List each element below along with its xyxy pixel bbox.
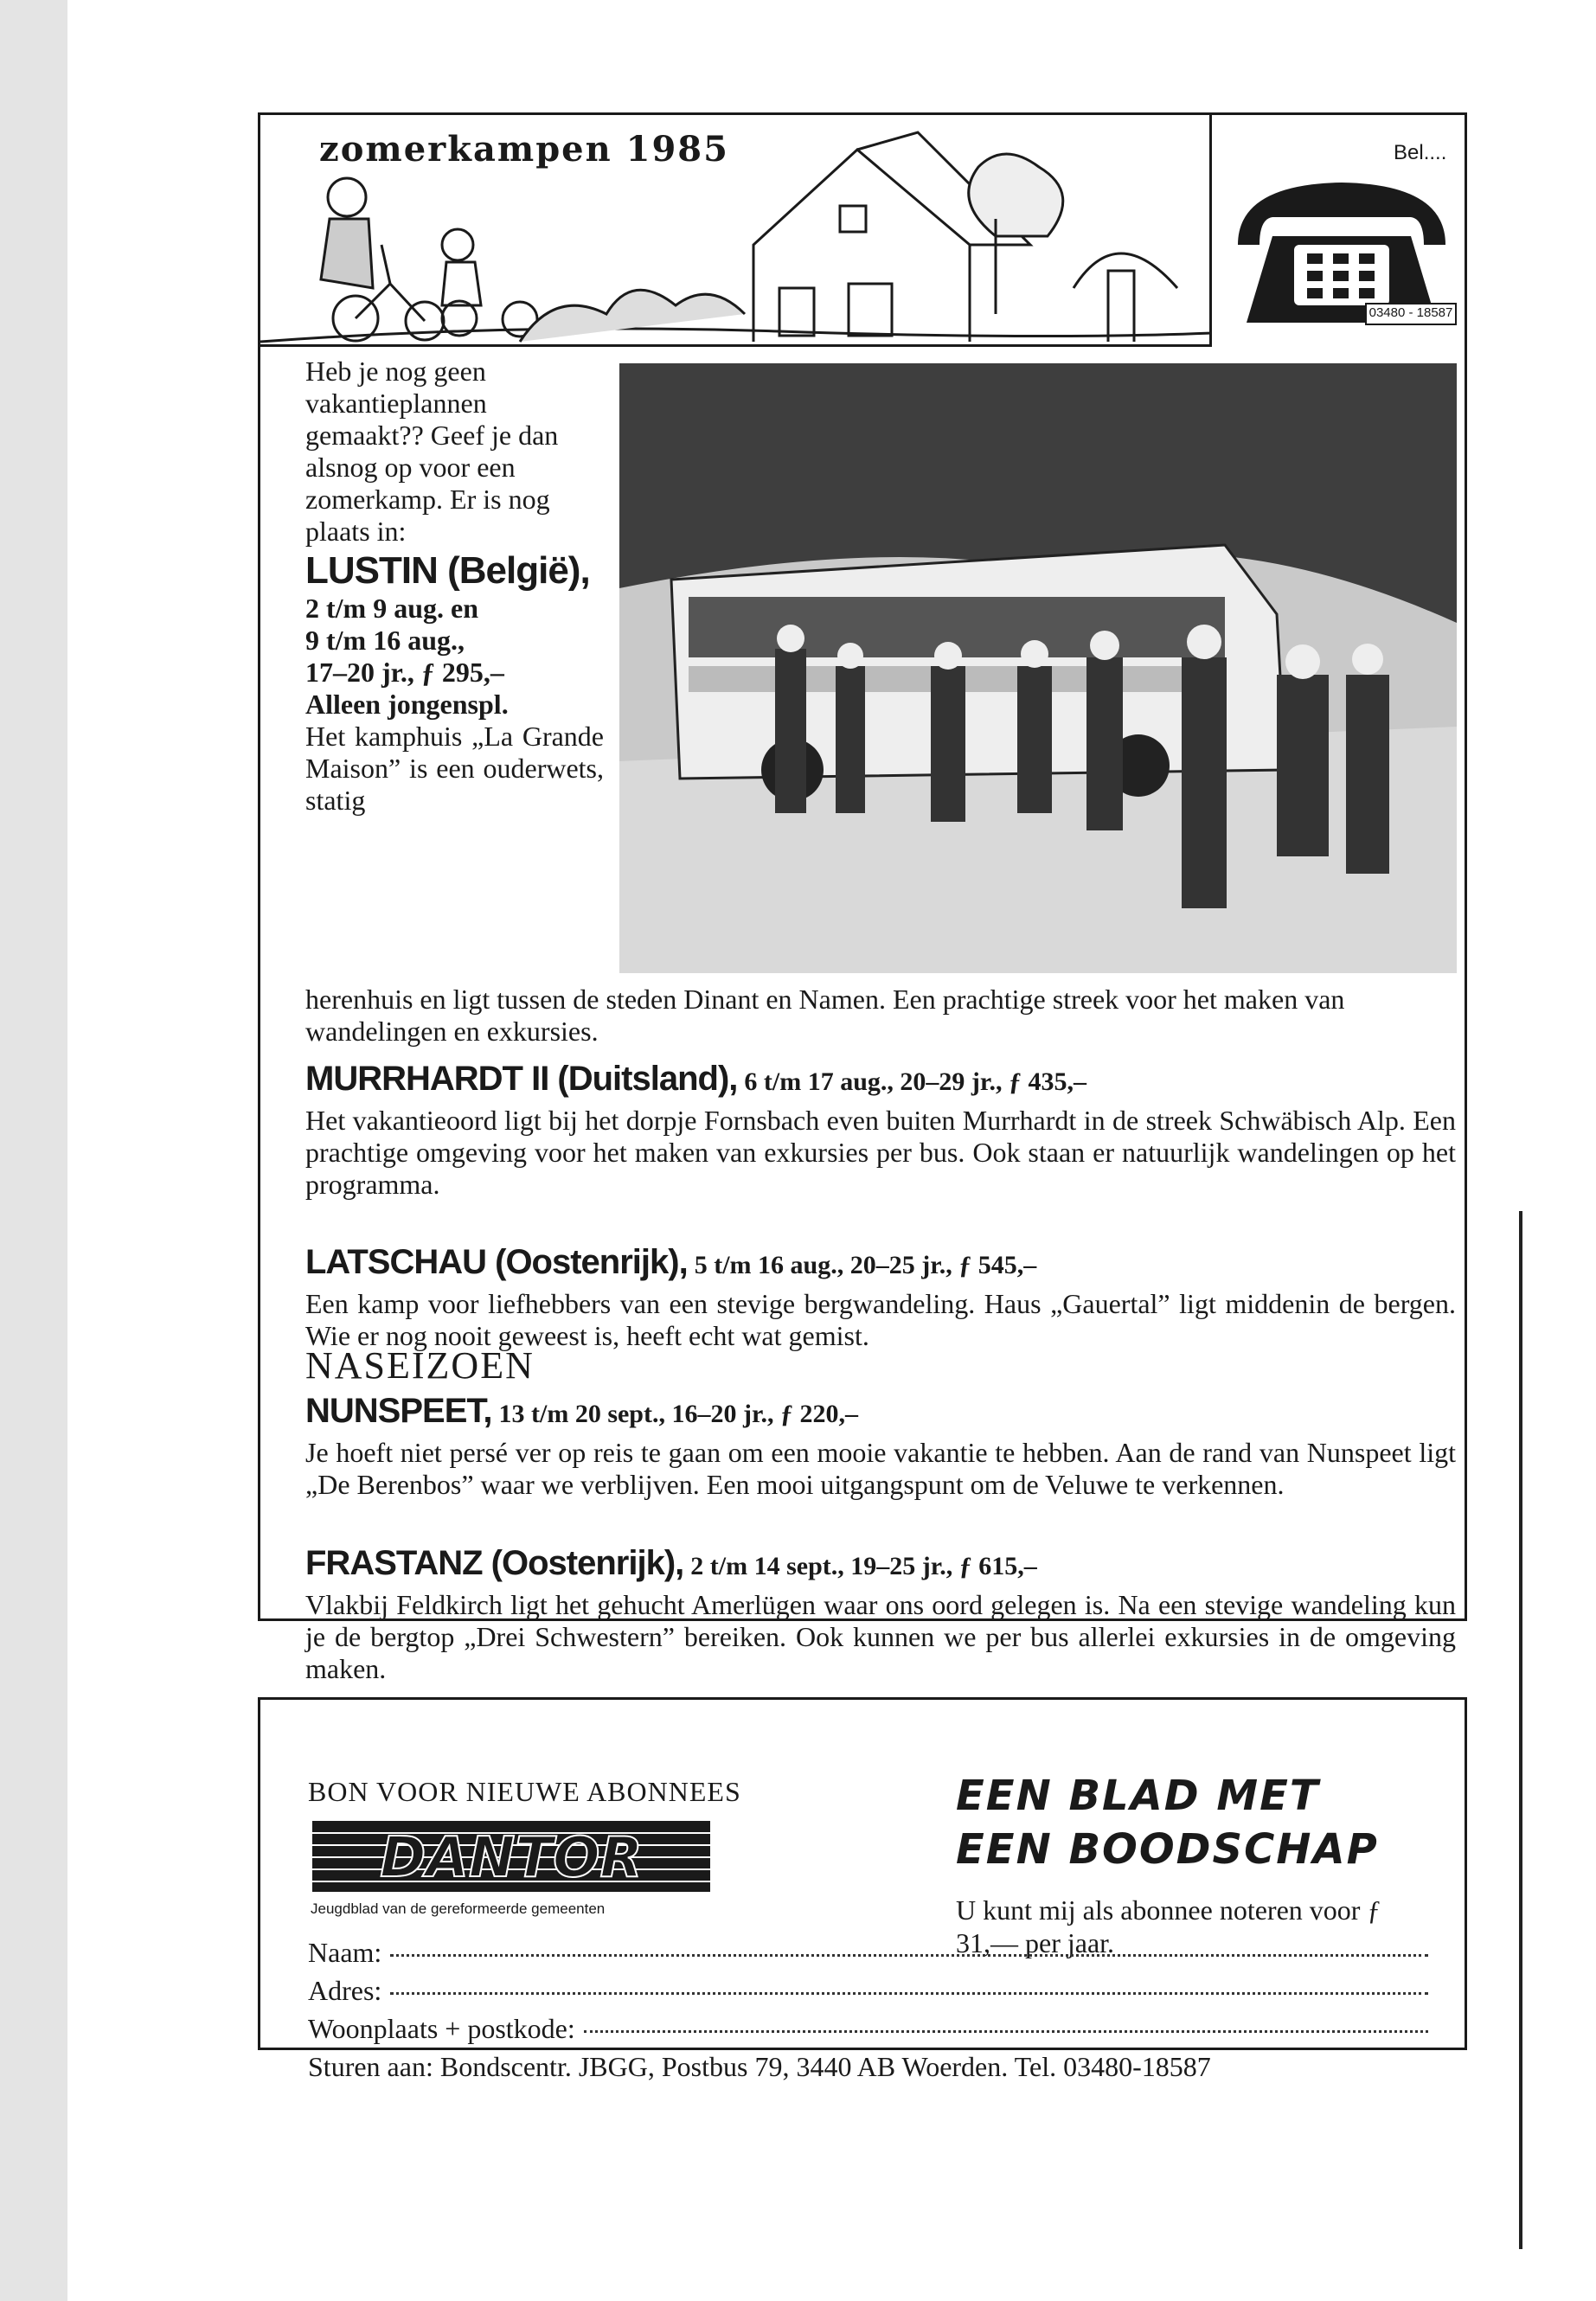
logo-text: DANTOR [380, 1826, 643, 1890]
latschau-desc: Een kamp voor liefhebbers van een stevige bergwandeling. Haus „Gauertal” ligt middenin de bergen. Wie er nog nooit geweest is, heeft echt wat gemist. [305, 1288, 1456, 1351]
intro-text: Heb je nog geen vakantieplannen gemaakt?? Geef je dan alsnog op voor een zomerkamp. Er is nog plaats in: [305, 356, 559, 547]
city-postcode-label: Woonplaats + postkode: [308, 2013, 575, 2044]
frastanz-details: 2 t/m 14 sept., 19–25 jr., ƒ 615,– [690, 1552, 1037, 1580]
slogan [956, 1769, 1379, 1876]
logo-subtitle: Jeugdblad van de gereformeerde gemeenten [311, 1900, 606, 1917]
header-title: zomerkampen 1985 [319, 129, 729, 170]
city-postcode-field[interactable] [308, 2013, 1428, 2045]
bel-label: Bel.... [1394, 141, 1447, 164]
name-field[interactable] [308, 1937, 1428, 1969]
lustin-dates-1: 2 t/m 9 aug. en [305, 593, 478, 624]
send-to-address: Sturen aan: Bondscentr. JBGG, Postbus 79, 3440 AB Woerden. Tel. 03480-18587 [308, 2051, 1211, 2082]
camp-latschau [305, 1241, 1456, 1352]
header-illustration [260, 115, 1212, 347]
phone-contact [1212, 115, 1467, 347]
intro-column [305, 356, 604, 817]
camp-nunspeet [305, 1390, 1456, 1501]
coupon-header: BON VOOR NIEUWE ABONNEES [308, 1776, 741, 1807]
frastanz-title: FRASTANZ (Oostenrijk), [305, 1544, 684, 1582]
dantor-logo [312, 1821, 710, 1892]
latschau-details: 5 t/m 16 aug., 20–25 jr., ƒ 545,– [694, 1251, 1037, 1279]
phone-number: 03480 - 18587 [1368, 305, 1453, 320]
city-postcode-dotted-line[interactable] [584, 2029, 1428, 2033]
scan-margin [0, 0, 67, 2301]
frastanz-desc: Vlakbij Feldkirch ligt het gehucht Amerlügen waar ons oord gelegen is. Na een stevige wandeling kun je de bergtop „Drei Schwestern” bereiken. Ook kunnen we per bus allerlei exkursies in de omgeving maken. [305, 1589, 1456, 1684]
summer-camps-box [258, 112, 1467, 1684]
lustin-age-price: 17–20 jr., ƒ 295,– [305, 657, 504, 688]
scan-edge-line [1519, 1211, 1522, 2249]
name-dotted-line[interactable] [390, 1953, 1428, 1957]
nunspeet-details: 13 t/m 20 sept., 16–20 jr., ƒ 220,– [498, 1400, 859, 1428]
lustin-desc-start: Het kamphuis „La Grande Maison” is een ouderwets, statig [305, 721, 604, 816]
murrhardt-desc: Het vakantieoord ligt bij het dorpje Fornsbach even buiten Murrhardt in de streek Schwäbisch Alp. Een prachtige omgeving voor het maken van exkursies per bus. Ook staan er natuurlijk wandelingen op het programma. [305, 1105, 1456, 1200]
murrhardt-title: MURRHARDT II (Duitsland), [305, 1060, 738, 1098]
nunspeet-title: NUNSPEET, [305, 1392, 492, 1430]
naseizoen-heading: NASEIZOEN [305, 1344, 535, 1387]
name-label: Naam: [308, 1937, 382, 1968]
murrhardt-details: 6 t/m 17 aug., 20–29 jr., ƒ 435,– [744, 1067, 1086, 1096]
subscription-coupon [258, 1697, 1467, 2082]
lustin-note: Alleen jongenspl. [305, 689, 509, 720]
address-label: Adres: [308, 1975, 382, 2006]
nunspeet-desc: Je hoeft niet persé ver op reis te gaan om een mooie vakantie te hebben. Aan de rand van Nunspeet ligt „De Berenbos” waar we verblijven. Een mooi uitgangspunt om de Veluwe te verkennen. [305, 1437, 1456, 1500]
camp-frastanz [305, 1542, 1456, 1685]
latschau-title: LATSCHAU (Oostenrijk), [305, 1243, 688, 1281]
lustin-dates-2: 9 t/m 16 aug., [305, 625, 465, 656]
bus-scene-picture [619, 363, 1457, 973]
lustin-title: LUSTIN (België), [305, 549, 590, 592]
camp-murrhardt [305, 1058, 1456, 1201]
subscribe-text: U kunt mij als abonnee noteren voor ƒ 31,— per jaar. [956, 1894, 1381, 1958]
slogan-line-1: EEN BLAD MET [956, 1772, 1320, 1820]
bus-photo [619, 363, 1457, 973]
slogan-line-2: EEN BOODSCHAP [956, 1825, 1379, 1874]
address-field[interactable] [308, 1975, 1428, 2007]
address-dotted-line[interactable] [390, 1991, 1428, 1995]
lustin-desc-rest: herenhuis en ligt tussen de steden Dinant en Namen. Een prachtige streek voor het maken van wandelingen en exkursies. [305, 984, 1345, 1047]
